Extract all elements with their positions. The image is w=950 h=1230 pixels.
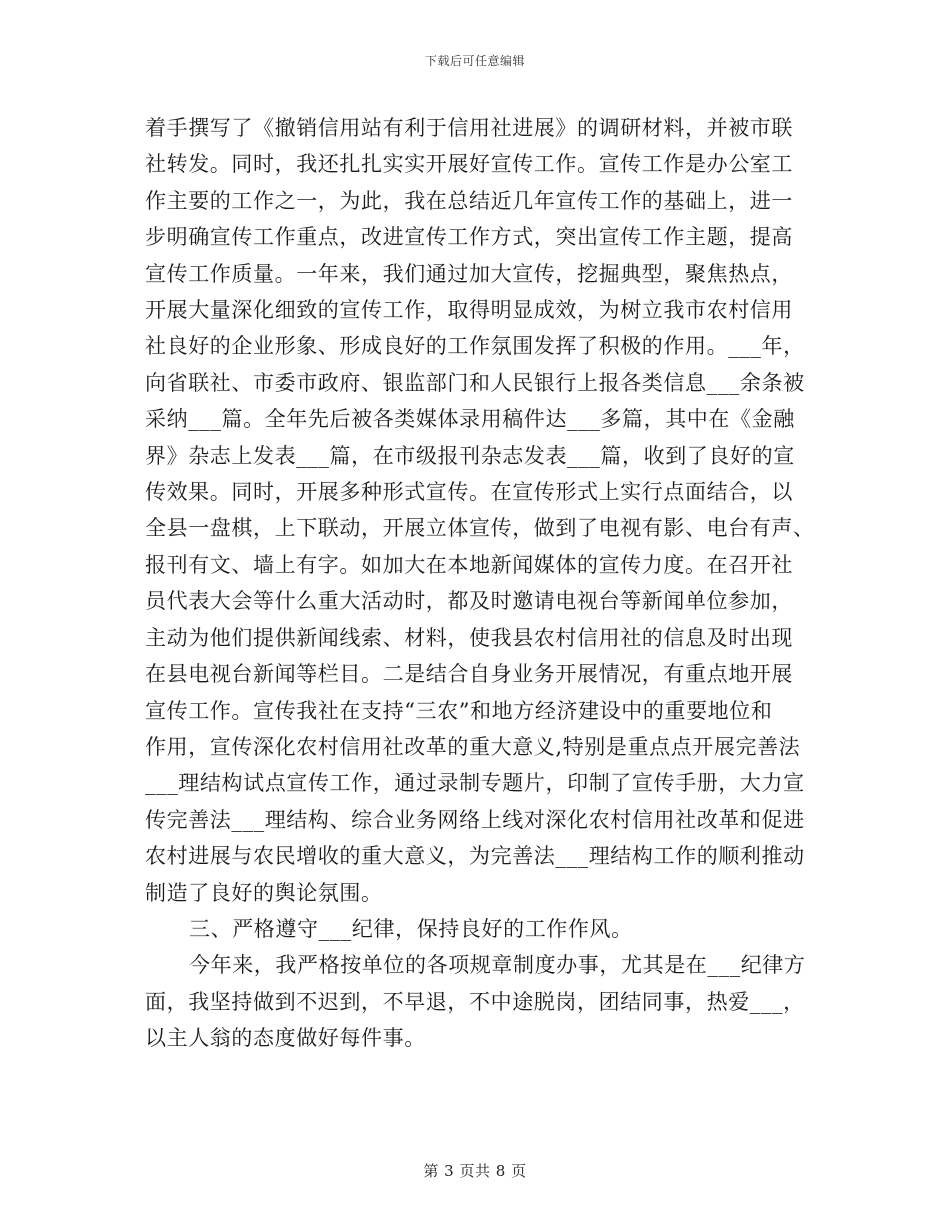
text-line: 开展大量深化细致的宣传工作，取得明显成效，为树立我市农村信用	[145, 298, 793, 323]
text-line: 在县电视台新闻等栏目。二是结合自身业务开展情况，有重点地开展	[145, 662, 793, 687]
text-line: 面，我坚持做到不迟到，不早退，不中途脱岗，团结同事，热爱___，	[145, 989, 805, 1014]
paragraph-publicity-work	[145, 110, 815, 911]
text-line: 向省联社、市委市政府、银监部门和人民银行上报各类信息___余条被	[145, 370, 805, 395]
text-line: 步明确宣传工作重点，改进宣传工作方式，突出宣传工作主题，提高	[145, 225, 793, 250]
text-line: 今年来，我严格按单位的各项规章制度办事，尤其是在___纪律方	[189, 953, 806, 978]
document-body	[145, 110, 815, 1057]
text-line: 员代表大会等什么重大活动时，都及时邀请电视台等新闻单位参加，	[145, 589, 793, 614]
text-line: 社转发。同时，我还扎扎实实开展好宣传工作。宣传工作是办公室工	[145, 152, 793, 177]
heading-text: 三、严格遵守___纪律，保持良好的工作作风。	[189, 916, 633, 941]
text-line: 传完善法___理结构、综合业务网络上线对深化农村信用社改革和促进	[145, 807, 805, 832]
text-line: 作主要的工作之一，为此，我在总结近几年宣传工作的基础上，进一	[145, 188, 793, 213]
page-header: 下载后可任意编辑	[424, 54, 525, 68]
text-line: 报刊有文、墙上有字。如加大在本地新闻媒体的宣传力度。在召开社	[145, 552, 793, 577]
text-line: 全县一盘棋，上下联动，开展立体宣传，做到了电视有影、电台有声、	[145, 516, 815, 541]
text-line: 宣传工作质量。一年来，我们通过加大宣传，挖掘典型，聚焦热点，	[145, 261, 793, 286]
text-line: 农村进展与农民增收的重大意义，为完善法___理结构工作的顺利推动	[145, 844, 805, 869]
text-line: 界》杂志上发表___篇，在市级报刊杂志发表___篇，收到了良好的宣	[145, 443, 795, 468]
section-heading-3	[145, 911, 805, 947]
text-line: ___理结构试点宣传工作，通过录制专题片，印制了宣传手册，大力宣	[145, 771, 805, 796]
text-line: 主动为他们提供新闻线索、材料，使我县农村信用社的信息及时出现	[145, 625, 793, 650]
text-line: 以主人翁的态度做好每件事。	[145, 1026, 426, 1051]
text-line: 宣传工作。宣传我社在支持“三农”和地方经济建设中的重要地位和	[145, 698, 773, 723]
text-line: 作用，宣传深化农村信用社改革的重大意义,特别是重点点开展完善法	[145, 734, 801, 759]
text-line: 采纳___篇。全年先后被各类媒体录用稿件达___多篇，其中在《金融	[145, 407, 795, 432]
page-number-footer: 第 3 页共 8 页	[423, 1162, 527, 1180]
text-line: 社良好的企业形象、形成良好的工作氛围发挥了积极的作用。___年，	[145, 334, 805, 359]
text-line: 传效果。同时，开展多种形式宣传。在宣传形式上实行点面结合，以	[145, 480, 793, 505]
text-line: 制造了良好的舆论氛围。	[145, 880, 383, 905]
text-line: 着手撰写了《撤销信用站有利于信用社进展》的调研材料，并被市联	[145, 116, 793, 140]
paragraph-work-discipline	[145, 947, 805, 1056]
